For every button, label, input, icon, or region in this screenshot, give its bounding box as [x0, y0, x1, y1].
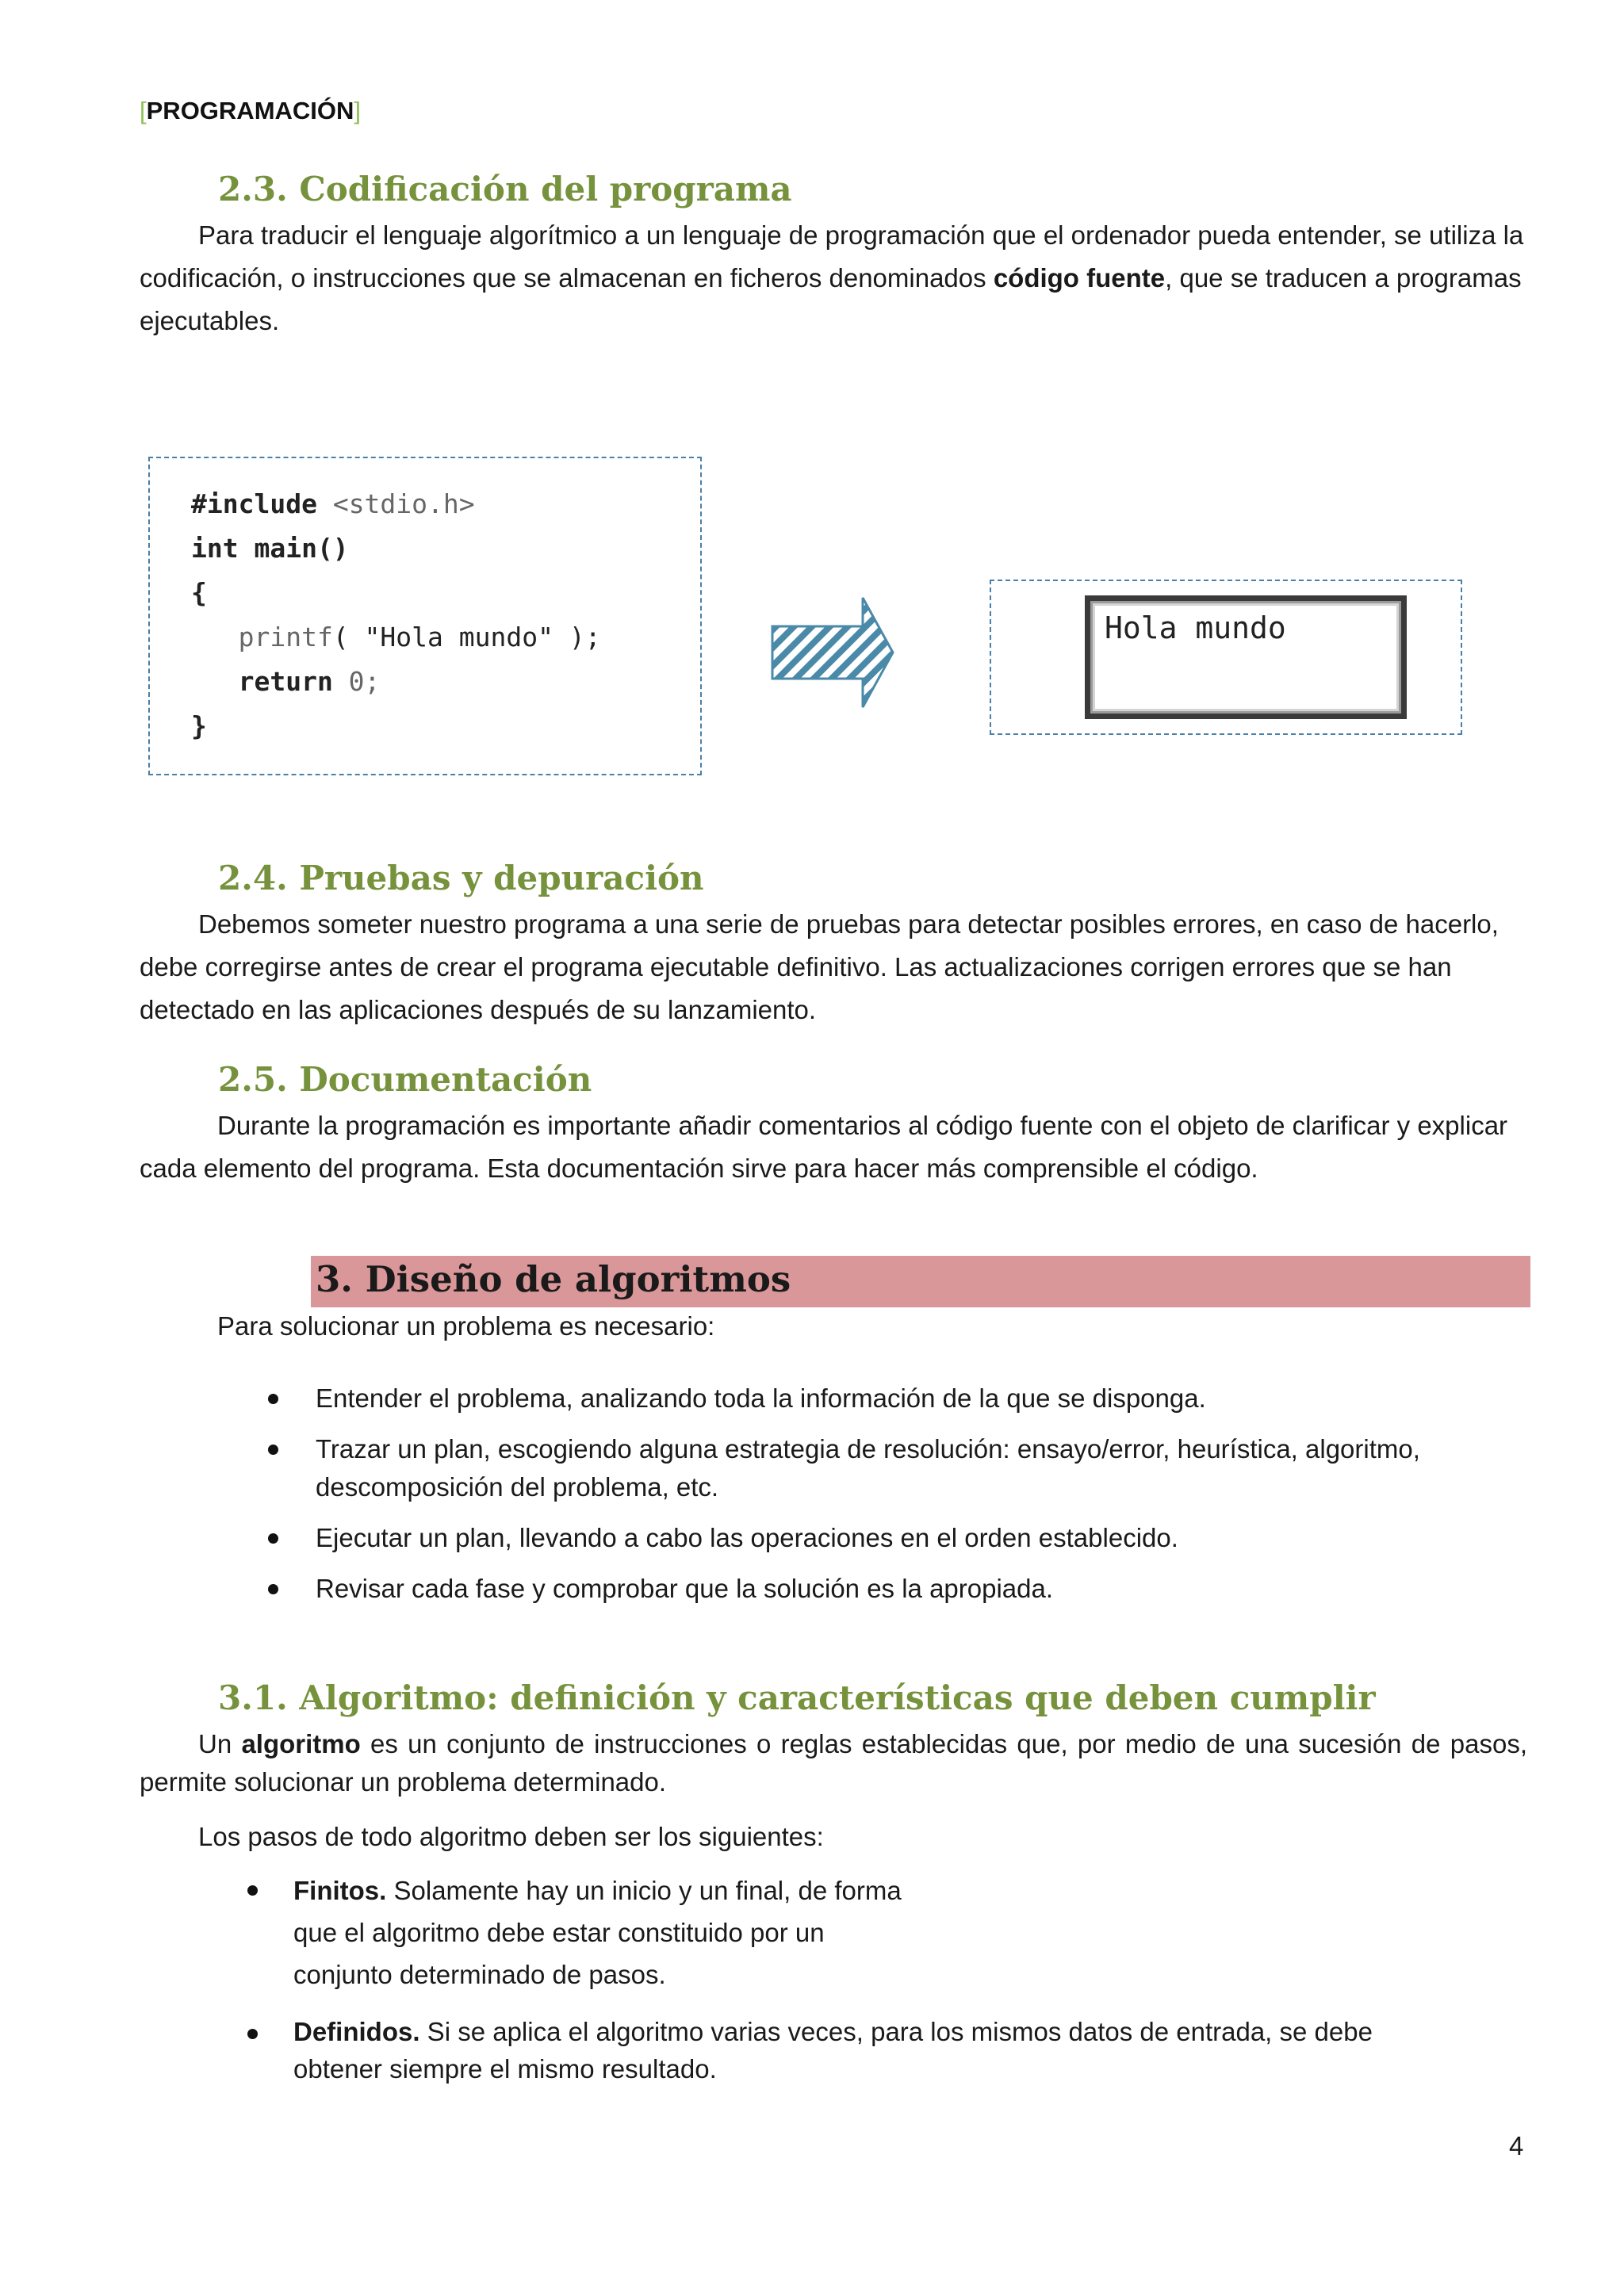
paragraph-3-1-definition: [140, 1725, 1527, 1801]
paragraph-2-5: [140, 1104, 1527, 1190]
list-item: Finitos. Solamente hay un inicio y un final, de forma que el algoritmo debe estar constituido por un conjunto determinado de pasos.: [238, 1869, 904, 1996]
section-3-bullet-list: [262, 1380, 1467, 1621]
bullet-dot-icon: [247, 2029, 258, 2039]
striped-right-arrow-icon: [769, 593, 896, 712]
list-item: Ejecutar un plan, llevando a cabo las operaciones en el orden establecido.: [262, 1519, 1467, 1557]
heading-3: 3. Diseño de algoritmos: [316, 1258, 791, 1300]
paragraph-2-3-text-b: , que se traducen a programas ejecutables.: [140, 263, 1522, 335]
source-code-box: [148, 457, 702, 775]
code-line-5-keyword: return: [191, 666, 333, 697]
code-line-2: int main(): [191, 533, 349, 564]
bullet-dot-icon: [247, 1885, 258, 1896]
paragraph-2-4: [140, 903, 1527, 1031]
code-line-1-keyword: #include: [191, 488, 317, 519]
code-line-3: {: [191, 577, 207, 608]
page-number: 4: [1509, 2131, 1524, 2160]
code-line-5-rest: 0;: [332, 666, 381, 697]
header-open-bracket: [: [140, 97, 147, 124]
steps-intro: Los pasos de todo algoritmo deben ser los siguientes:: [198, 1822, 824, 1851]
header-title: PROGRAMACIÓN: [146, 97, 354, 124]
bullet-dot-icon: [268, 1533, 278, 1544]
list-item: Definidos. Si se aplica el algoritmo varias veces, para los mismos datos de entrada, se debe obtener siempre el mismo resultado.: [238, 2013, 1404, 2087]
paragraph-2-5-text: Durante la programación es importante añadir comentarios al código fuente con el objeto de clarificar y explicar cada elemento del programa. Esta documentación sirve para hacer más comprensible el código.: [140, 1111, 1508, 1183]
section-3-banner: [311, 1256, 1530, 1307]
list-item: Entender el problema, analizando toda la información de la que se disponga.: [262, 1380, 1467, 1418]
steps-list: [238, 1869, 1396, 2105]
console-output: Hola mundo: [1105, 610, 1286, 645]
bullet-dot-icon: [268, 1584, 278, 1594]
code-line-1-rest: <stdio.h>: [316, 488, 475, 519]
section-3-intro: Para solucionar un problema es necesario:: [217, 1311, 715, 1341]
definition-text-b: es un conjunto de instrucciones o reglas establecidas que, por medio de una sucesión de pasos, permite solucionar un problema determinado.: [140, 1729, 1527, 1797]
code-line-6: }: [191, 710, 207, 741]
code-line-4-rest: ( "Hola mundo" );: [332, 622, 601, 652]
heading-2-4: 2.4. Pruebas y depuración: [218, 859, 704, 897]
bullet-dot-icon: [268, 1394, 278, 1404]
definition-bold: algoritmo: [241, 1729, 361, 1758]
source-code: [191, 482, 601, 748]
bullet-dot-icon: [268, 1445, 278, 1455]
output-box: [990, 580, 1462, 735]
header-close-bracket: ]: [354, 97, 362, 124]
heading-2-5: 2.5. Documentación: [218, 1060, 592, 1099]
code-line-4-fn: printf: [191, 622, 333, 652]
paragraph-2-4-text: Debemos someter nuestro programa a una serie de pruebas para detectar posibles errores, en caso de hacerlo, debe corregirse antes de crear el programa ejecutable definitivo. Las actualizaciones corrigen errores que se han detectado en las aplicaciones después de su lanzamiento.: [140, 909, 1499, 1024]
running-header: [140, 97, 361, 125]
console-window: [1085, 595, 1407, 719]
paragraph-2-3: [140, 214, 1527, 342]
paragraph-2-3-text-a: Para traducir el lenguaje algorítmico a un lenguaje de programación que el ordenador pueda entender, se utiliza la codificación, o instrucciones que se almacenan en ficheros denominados: [140, 220, 1524, 293]
heading-3-1: 3.1. Algoritmo: definición y características que deben cumplir: [218, 1678, 1376, 1717]
heading-2-3: 2.3. Codificación del programa: [218, 170, 792, 209]
list-item: Revisar cada fase y comprobar que la solución es la apropiada.: [262, 1570, 1467, 1608]
definition-text-a: Un: [198, 1729, 242, 1758]
paragraph-2-3-bold: código fuente: [993, 263, 1166, 293]
list-item: Trazar un plan, escogiendo alguna estrategia de resolución: ensayo/error, heurística, algoritmo, descomposición del problema, etc.: [262, 1430, 1467, 1506]
